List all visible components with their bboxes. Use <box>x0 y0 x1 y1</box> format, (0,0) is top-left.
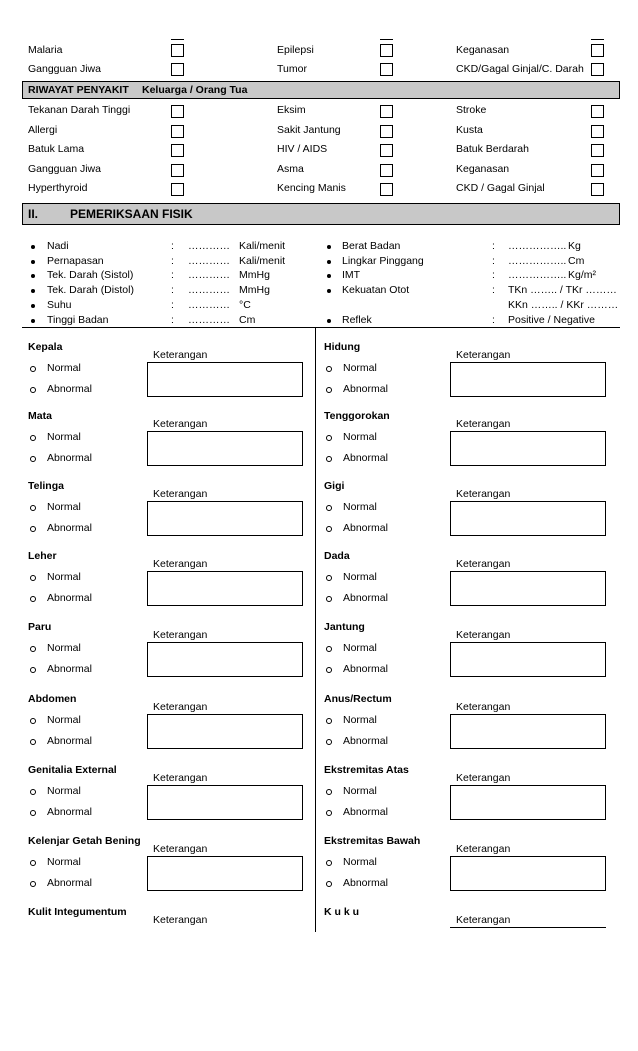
abnormal-radio[interactable] <box>30 667 36 673</box>
vital-value: …………….. <box>508 254 567 267</box>
abnormal-option: Abnormal <box>343 663 388 675</box>
keterangan-label: Keterangan <box>456 914 511 926</box>
abnormal-option: Abnormal <box>343 877 388 889</box>
normal-radio[interactable] <box>30 789 36 795</box>
abnormal-option: Abnormal <box>47 452 92 464</box>
family-history-label: Batuk Berdarah <box>456 143 529 155</box>
keterangan-box[interactable] <box>450 571 606 606</box>
abnormal-radio[interactable] <box>30 810 36 816</box>
vital-unit: MmHg <box>239 269 270 282</box>
abnormal-option: Abnormal <box>343 522 388 534</box>
vitals-bottom-line <box>22 327 620 328</box>
normal-option: Normal <box>343 785 377 797</box>
exam-title: Ekstremitas Bawah <box>324 835 421 847</box>
vital-colon: : <box>171 240 174 252</box>
vital-bullet <box>31 274 35 278</box>
keterangan-label: Keterangan <box>153 629 208 641</box>
vital-bullet <box>327 260 331 264</box>
vital-dots: ………… <box>188 240 230 252</box>
normal-option: Normal <box>343 571 377 583</box>
vital-bullet <box>31 304 35 308</box>
keterangan-box[interactable] <box>147 362 303 397</box>
normal-radio[interactable] <box>326 718 332 724</box>
family-history-checkbox[interactable] <box>171 183 184 196</box>
normal-option: Normal <box>343 714 377 726</box>
vital-bullet <box>327 289 331 293</box>
exam-title: Jantung <box>324 621 365 633</box>
history-checkbox[interactable] <box>380 63 393 76</box>
vital-label: Tinggi Badan <box>47 313 109 326</box>
vital-bullet <box>327 274 331 278</box>
abnormal-radio[interactable] <box>326 667 332 673</box>
family-history-label: Kencing Manis <box>277 182 346 194</box>
keterangan-label: Keterangan <box>456 629 511 641</box>
abnormal-option: Abnormal <box>47 592 92 604</box>
history-checkbox[interactable] <box>591 63 604 76</box>
exam-title: Tenggorokan <box>324 410 390 422</box>
normal-radio[interactable] <box>326 435 332 441</box>
abnormal-radio[interactable] <box>30 387 36 393</box>
family-history-checkbox[interactable] <box>380 183 393 196</box>
vital-colon: : <box>171 269 174 282</box>
family-history-checkbox[interactable] <box>380 164 393 177</box>
abnormal-option: Abnormal <box>343 735 388 747</box>
abnormal-radio[interactable] <box>30 456 36 462</box>
vital-bullet <box>31 319 35 323</box>
normal-radio[interactable] <box>326 505 332 511</box>
normal-radio[interactable] <box>326 366 332 372</box>
abnormal-radio[interactable] <box>326 739 332 745</box>
family-history-checkbox[interactable] <box>380 125 393 138</box>
keterangan-box[interactable] <box>147 714 303 749</box>
family-history-checkbox[interactable] <box>171 105 184 118</box>
vital-colon: : <box>171 313 174 326</box>
vital-dots: ………… <box>188 254 230 267</box>
abnormal-option: Abnormal <box>343 592 388 604</box>
abnormal-radio[interactable] <box>326 526 332 532</box>
vital-label: Lingkar Pinggang <box>342 254 424 267</box>
normal-option: Normal <box>47 642 81 654</box>
section-title: PEMERIKSAAN FISIK <box>70 207 193 221</box>
family-history-title: RIWAYAT PENYAKIT <box>28 84 129 96</box>
vital-unit: Cm <box>568 254 585 267</box>
exam-title: Gigi <box>324 480 345 492</box>
family-history-checkbox[interactable] <box>591 105 604 118</box>
normal-radio[interactable] <box>326 860 332 866</box>
vital-dots: ………… <box>188 284 230 297</box>
exam-title: Anus/Rectum <box>324 693 392 705</box>
vital-label: Tek. Darah (Distol) <box>47 284 134 297</box>
vital-value: KKn …….. / KKr ……… <box>508 298 619 311</box>
keterangan-box[interactable] <box>147 642 303 677</box>
vital-colon: : <box>171 298 174 311</box>
family-history-label: Keganasan <box>456 162 510 175</box>
exam-title: Ekstremitas Atas <box>324 764 409 776</box>
vital-value: …………….. <box>508 269 567 282</box>
family-history-checkbox[interactable] <box>171 164 184 177</box>
normal-option: Normal <box>47 501 81 513</box>
exam-title: Kelenjar Getah Bening <box>28 835 141 847</box>
history-label: Keganasan <box>456 44 510 56</box>
abnormal-radio[interactable] <box>326 810 332 816</box>
family-history-checkbox[interactable] <box>591 125 604 138</box>
keterangan-box[interactable] <box>450 856 606 891</box>
exam-title: Genitalia External <box>28 764 117 776</box>
family-history-label: Asma <box>277 162 304 175</box>
vital-dots: ………… <box>188 269 230 282</box>
family-history-label: Batuk Lama <box>28 143 85 155</box>
keterangan-box[interactable] <box>147 856 303 891</box>
family-history-checkbox[interactable] <box>171 125 184 138</box>
vital-bullet <box>327 245 331 249</box>
vital-unit: Kg <box>568 240 581 252</box>
abnormal-radio[interactable] <box>30 596 36 602</box>
normal-option: Normal <box>343 642 377 654</box>
abnormal-radio[interactable] <box>326 881 332 887</box>
vital-label: Nadi <box>47 240 69 252</box>
vital-colon: : <box>492 254 495 267</box>
keterangan-box[interactable] <box>147 501 303 536</box>
normal-option: Normal <box>343 856 377 868</box>
abnormal-radio[interactable] <box>326 456 332 462</box>
keterangan-label: Keterangan <box>153 772 208 784</box>
history-label: Tumor <box>277 63 307 75</box>
history-checkbox-mark <box>171 39 184 40</box>
family-history-label: Hyperthyroid <box>28 182 88 194</box>
family-history-label: Eksim <box>277 104 306 116</box>
exam-title: Hidung <box>324 341 361 353</box>
abnormal-option: Abnormal <box>343 452 388 464</box>
keterangan-label: Keterangan <box>456 488 511 500</box>
family-history-checkbox[interactable] <box>171 144 184 157</box>
keterangan-label: Keterangan <box>456 701 511 713</box>
exam-title: Leher <box>28 550 57 562</box>
vital-value: TKn …….. / TKr ……… <box>508 284 617 297</box>
normal-radio[interactable] <box>30 718 36 724</box>
vital-label: IMT <box>342 269 361 282</box>
normal-option: Normal <box>47 856 81 868</box>
history-label: Malaria <box>28 44 63 56</box>
abnormal-radio[interactable] <box>326 596 332 602</box>
normal-option: Normal <box>47 714 81 726</box>
normal-radio[interactable] <box>326 789 332 795</box>
vital-label: Pernapasan <box>47 254 104 267</box>
history-label: Epilepsi <box>277 44 314 56</box>
exam-title: Kulit Integumentum <box>28 906 127 918</box>
abnormal-option: Abnormal <box>47 877 92 889</box>
family-history-label: Allergi <box>28 123 58 136</box>
vital-unit: Kali/menit <box>239 240 286 252</box>
abnormal-option: Abnormal <box>47 663 92 675</box>
abnormal-radio[interactable] <box>326 387 332 393</box>
normal-radio[interactable] <box>30 860 36 866</box>
vital-colon: : <box>171 284 174 297</box>
section-number: II. <box>28 207 39 221</box>
abnormal-option: Abnormal <box>343 383 388 395</box>
vital-label: Suhu <box>47 298 72 311</box>
family-history-checkbox[interactable] <box>380 144 393 157</box>
history-checkbox-mark <box>591 39 604 40</box>
vital-colon: : <box>171 254 174 267</box>
family-history-checkbox[interactable] <box>380 105 393 118</box>
keterangan-label: Keterangan <box>153 488 208 500</box>
keterangan-box[interactable] <box>450 362 606 397</box>
normal-radio[interactable] <box>30 435 36 441</box>
abnormal-option: Abnormal <box>47 806 92 818</box>
normal-radio[interactable] <box>30 505 36 511</box>
normal-radio[interactable] <box>30 366 36 372</box>
vital-bullet <box>327 319 331 323</box>
history-checkbox[interactable] <box>171 63 184 76</box>
normal-option: Normal <box>47 785 81 797</box>
keterangan-box[interactable] <box>450 642 606 677</box>
keterangan-label: Keterangan <box>456 418 511 430</box>
history-checkbox[interactable] <box>380 44 393 57</box>
normal-option: Normal <box>47 571 81 583</box>
history-label: CKD/Gagal Ginjal/C. Darah <box>456 63 584 75</box>
history-checkbox-mark <box>380 39 393 40</box>
normal-option: Normal <box>343 362 377 374</box>
vital-unit: Kg/m² <box>568 269 597 282</box>
keterangan-box[interactable] <box>450 714 606 749</box>
exam-title: Kepala <box>28 341 63 353</box>
family-history-checkbox[interactable] <box>591 183 604 196</box>
keterangan-label: Keterangan <box>153 843 208 855</box>
normal-radio[interactable] <box>30 646 36 652</box>
keterangan-label: Keterangan <box>456 558 511 570</box>
family-history-label: Kusta <box>456 123 483 136</box>
exam-title: Abdomen <box>28 693 77 705</box>
family-history-label: Stroke <box>456 104 487 116</box>
vital-colon: : <box>492 313 495 326</box>
vital-unit: °C <box>239 298 251 311</box>
keterangan-label: Keterangan <box>153 701 208 713</box>
vital-bullet <box>31 260 35 264</box>
abnormal-radio[interactable] <box>30 739 36 745</box>
abnormal-option: Abnormal <box>47 735 92 747</box>
keterangan-label: Keterangan <box>153 418 208 430</box>
vital-bullet <box>31 245 35 249</box>
exam-title: Dada <box>324 550 350 562</box>
vital-colon: : <box>492 240 495 252</box>
keterangan-line[interactable] <box>450 927 606 928</box>
vital-label: Tek. Darah (Sistol) <box>47 269 134 282</box>
keterangan-box[interactable] <box>450 501 606 536</box>
keterangan-label: Keterangan <box>456 349 511 361</box>
vital-unit: Kali/menit <box>239 254 286 267</box>
keterangan-label: Keterangan <box>153 349 208 361</box>
abnormal-option: Abnormal <box>47 522 92 534</box>
family-history-label: Gangguan Jiwa <box>28 162 101 175</box>
history-label: Gangguan Jiwa <box>28 63 101 75</box>
keterangan-box[interactable] <box>147 571 303 606</box>
abnormal-radio[interactable] <box>30 526 36 532</box>
keterangan-box[interactable] <box>147 431 303 466</box>
vital-colon: : <box>492 269 495 282</box>
vital-label: Berat Badan <box>342 240 401 252</box>
keterangan-label: Keterangan <box>456 772 511 784</box>
exam-title: Mata <box>28 410 52 422</box>
family-history-label: CKD / Gagal Ginjal <box>456 182 545 194</box>
history-checkbox[interactable] <box>171 44 184 57</box>
keterangan-label: Keterangan <box>456 843 511 855</box>
normal-radio[interactable] <box>326 646 332 652</box>
family-history-label: HIV / AIDS <box>277 143 328 155</box>
family-history-subtitle: Keluarga / Orang Tua <box>142 84 248 96</box>
keterangan-label: Keterangan <box>153 558 208 570</box>
keterangan-box[interactable] <box>450 431 606 466</box>
abnormal-option: Abnormal <box>47 383 92 395</box>
keterangan-box[interactable] <box>147 785 303 820</box>
family-history-label: Tekanan Darah Tinggi <box>28 104 131 116</box>
exam-title: Paru <box>28 621 52 633</box>
normal-radio[interactable] <box>30 575 36 581</box>
vital-label: Kekuatan Otot <box>342 284 410 297</box>
normal-option: Normal <box>47 431 81 443</box>
vital-bullet <box>31 289 35 293</box>
family-history-checkbox[interactable] <box>591 164 604 177</box>
normal-option: Normal <box>343 431 377 443</box>
vital-dots: ………… <box>188 313 230 326</box>
abnormal-radio[interactable] <box>30 881 36 887</box>
normal-radio[interactable] <box>326 575 332 581</box>
vital-value: …………….. <box>508 240 567 252</box>
exam-title: Telinga <box>28 480 64 492</box>
history-checkbox[interactable] <box>591 44 604 57</box>
keterangan-label: Keterangan <box>153 914 208 926</box>
vital-unit: MmHg <box>239 284 270 297</box>
vital-dots: ………… <box>188 298 230 311</box>
vital-label: Reflek <box>342 313 372 326</box>
abnormal-option: Abnormal <box>343 806 388 818</box>
column-divider <box>315 327 316 932</box>
normal-option: Normal <box>343 501 377 513</box>
normal-option: Normal <box>47 362 81 374</box>
vital-colon: : <box>492 284 495 297</box>
exam-title: K u k u <box>324 906 360 918</box>
vital-unit: Cm <box>239 313 256 326</box>
family-history-label: Sakit Jantung <box>277 123 341 136</box>
vital-value: Positive / Negative <box>508 313 595 326</box>
keterangan-box[interactable] <box>450 785 606 820</box>
family-history-checkbox[interactable] <box>591 144 604 157</box>
